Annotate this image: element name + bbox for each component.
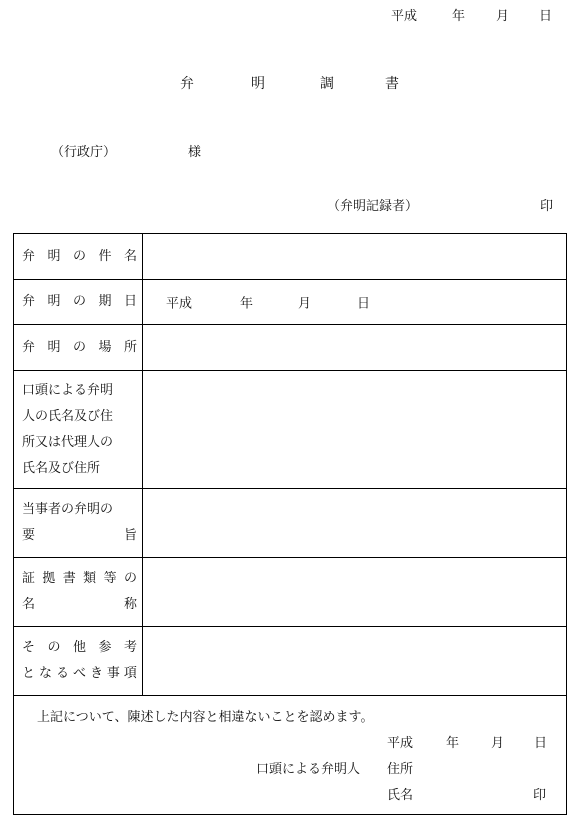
date-year: 年 bbox=[452, 9, 466, 24]
hearing-date-field[interactable] bbox=[143, 280, 567, 325]
row-label-summary bbox=[14, 489, 143, 558]
table-row bbox=[14, 558, 567, 627]
attestation-date-day: 日 bbox=[534, 736, 548, 751]
label-char: 明 bbox=[47, 339, 61, 355]
spread-label bbox=[22, 592, 137, 618]
label-line: 所又は代理人の bbox=[22, 434, 114, 450]
label-char: 書 bbox=[62, 571, 76, 586]
speaker-label: 口頭による弁明人 bbox=[256, 762, 361, 777]
summary-field[interactable] bbox=[143, 489, 567, 558]
label-char: 明 bbox=[47, 248, 61, 264]
attestation-date-month: 月 bbox=[491, 736, 505, 751]
label-line: 口頭による弁明 bbox=[22, 382, 114, 398]
date-month: 月 bbox=[496, 9, 510, 24]
label-char: の bbox=[123, 571, 137, 586]
row-label-speaker bbox=[14, 371, 143, 489]
spread-label bbox=[22, 244, 137, 270]
row-label-date bbox=[14, 280, 143, 325]
name-label: 氏名 bbox=[387, 788, 414, 803]
evidence-field[interactable] bbox=[143, 558, 567, 627]
row-label-other bbox=[14, 627, 143, 696]
label-char: の bbox=[72, 248, 86, 264]
spread-label bbox=[22, 635, 137, 661]
label-char: 日 bbox=[123, 294, 137, 309]
label-char: 要 bbox=[22, 528, 36, 543]
record-table bbox=[13, 233, 567, 696]
table-row bbox=[14, 371, 567, 489]
label-line: 当事者の弁明の bbox=[22, 502, 114, 517]
label-char: 弁 bbox=[22, 294, 36, 309]
date-month: 月 bbox=[298, 296, 312, 312]
label-char: 所 bbox=[123, 339, 137, 355]
label-char: 他 bbox=[72, 640, 86, 655]
label-char: き bbox=[89, 666, 103, 681]
subject-field[interactable] bbox=[143, 234, 567, 280]
label-char: 参 bbox=[98, 640, 112, 655]
label-char: 名 bbox=[22, 597, 36, 612]
label-line: 氏名及び住所 bbox=[22, 460, 101, 476]
attestation-date-year: 年 bbox=[446, 736, 460, 751]
addressee-agency: （行政庁） bbox=[51, 145, 117, 160]
recorder-seal: 印 bbox=[540, 199, 554, 214]
addressee-honorific: 様 bbox=[188, 145, 202, 160]
date-era: 平成 bbox=[166, 296, 193, 312]
label-line: 人の氏名及び住 bbox=[22, 408, 114, 424]
label-char: そ bbox=[22, 640, 36, 655]
label-char: べ bbox=[72, 666, 86, 681]
row-label-subject bbox=[14, 234, 143, 280]
label-char: 弁 bbox=[22, 248, 36, 264]
title-char: 調 bbox=[320, 76, 334, 92]
attestation-seal: 印 bbox=[533, 788, 547, 803]
other-field[interactable] bbox=[143, 627, 567, 696]
label-char: る bbox=[55, 666, 69, 681]
spread-label bbox=[22, 661, 137, 687]
date-day: 日 bbox=[539, 9, 553, 24]
label-char: 称 bbox=[123, 597, 137, 612]
label-char: と bbox=[22, 666, 36, 681]
speaker-field[interactable] bbox=[143, 371, 567, 489]
title-char: 書 bbox=[385, 76, 399, 92]
place-field[interactable] bbox=[143, 325, 567, 371]
attestation-box bbox=[13, 695, 567, 815]
label-char: 拠 bbox=[42, 571, 56, 586]
title-char: 弁 bbox=[180, 76, 194, 92]
label-char: 類 bbox=[83, 571, 97, 586]
label-char: の bbox=[72, 294, 86, 309]
spread-label bbox=[22, 523, 137, 549]
recorder-label: （弁明記録者） bbox=[327, 199, 419, 214]
date-era: 平成 bbox=[391, 9, 418, 24]
label-char: 弁 bbox=[22, 339, 36, 355]
row-label-place bbox=[14, 325, 143, 371]
label-char: な bbox=[38, 666, 52, 681]
label-char: 事 bbox=[106, 666, 120, 681]
title-char: 明 bbox=[251, 76, 265, 92]
row-label-evidence bbox=[14, 558, 143, 627]
table-row bbox=[14, 627, 567, 696]
spread-label bbox=[22, 289, 137, 315]
table-row bbox=[14, 325, 567, 371]
label-char: 名 bbox=[123, 248, 137, 264]
address-label: 住所 bbox=[387, 762, 414, 777]
label-char: 項 bbox=[123, 666, 137, 681]
spread-label bbox=[22, 335, 137, 361]
date-day: 日 bbox=[357, 296, 371, 312]
label-char: 期 bbox=[98, 294, 112, 309]
table-row bbox=[14, 234, 567, 280]
label-char: 明 bbox=[47, 294, 61, 309]
attestation-date-era: 平成 bbox=[387, 736, 414, 751]
label-char: の bbox=[47, 640, 61, 655]
label-char: 考 bbox=[123, 640, 137, 655]
label-char: 旨 bbox=[123, 528, 137, 543]
label-char: 証 bbox=[22, 571, 36, 586]
date-year: 年 bbox=[240, 296, 254, 312]
label-char: 件 bbox=[98, 248, 112, 264]
label-char: 場 bbox=[98, 339, 112, 355]
spread-label bbox=[22, 566, 137, 592]
table-row bbox=[14, 489, 567, 558]
table-row bbox=[14, 280, 567, 325]
label-char: 等 bbox=[103, 571, 117, 586]
label-char: の bbox=[72, 339, 86, 355]
attestation-statement: 上記について、陳述した内容と相違ないことを認めます。 bbox=[37, 710, 374, 725]
